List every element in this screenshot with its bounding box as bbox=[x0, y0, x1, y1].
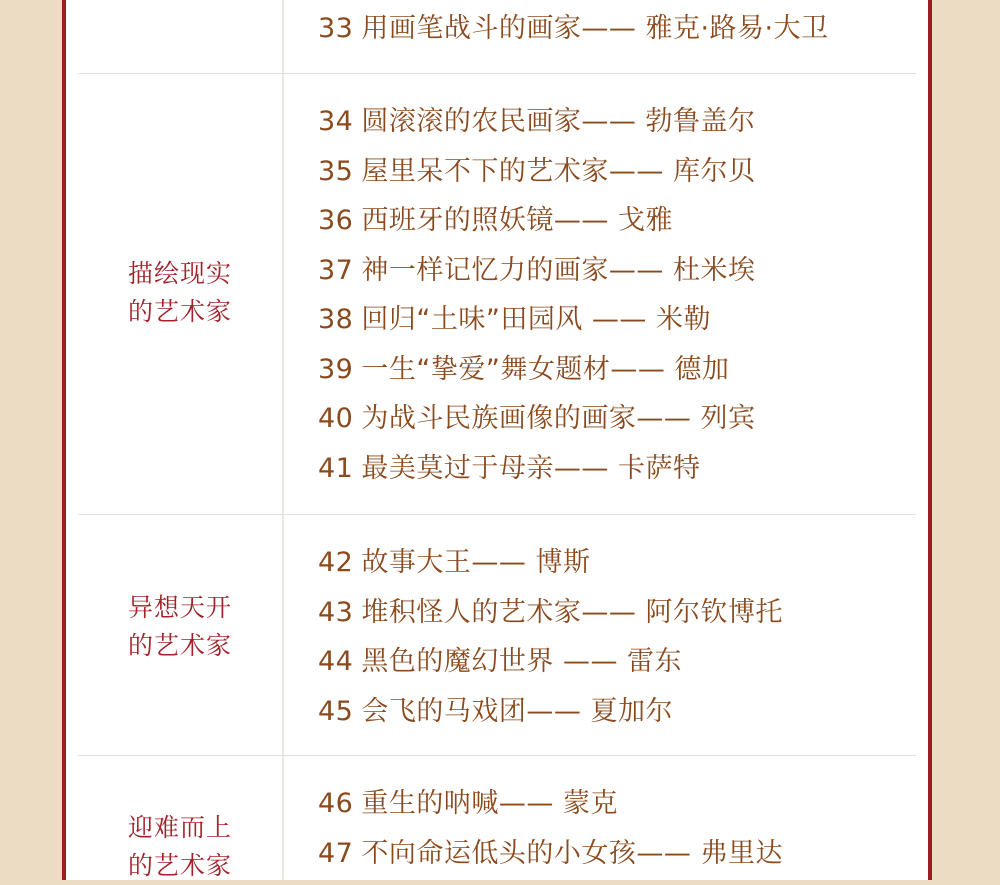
item-list bbox=[318, 538, 783, 736]
item-title: 堆积怪人的艺术家—— 阿尔钦博托 bbox=[361, 596, 783, 628]
item-list bbox=[318, 779, 783, 878]
list-item bbox=[318, 687, 783, 737]
table-section-row bbox=[78, 756, 916, 880]
list-item bbox=[318, 444, 755, 494]
list-item bbox=[318, 246, 755, 296]
list-item bbox=[318, 829, 783, 879]
item-title: 最美莫过于母亲—— 卡萨特 bbox=[361, 452, 701, 484]
list-item bbox=[318, 588, 783, 638]
category-label bbox=[78, 589, 282, 665]
item-list bbox=[318, 4, 829, 54]
item-number: 41 bbox=[318, 452, 354, 484]
item-title: 黑色的魔幻世界 —— 雷东 bbox=[361, 646, 683, 677]
item-number: 34 bbox=[318, 106, 354, 137]
list-item bbox=[318, 538, 783, 588]
item-number: 46 bbox=[318, 788, 354, 819]
item-number: 38 bbox=[318, 304, 354, 335]
list-item bbox=[318, 147, 755, 197]
item-title: 不向命运低头的小女孩—— 弗里达 bbox=[361, 837, 783, 869]
list-item bbox=[318, 394, 755, 444]
list-item bbox=[318, 345, 755, 395]
item-number: 45 bbox=[318, 695, 354, 727]
item-title: 用画笔战斗的画家—— 雅克·路易·大卫 bbox=[361, 13, 829, 44]
item-number: 39 bbox=[318, 353, 354, 385]
item-title: 屋里呆不下的艺术家—— 库尔贝 bbox=[361, 155, 756, 187]
category-line: 的艺术家 bbox=[127, 851, 232, 880]
category-line: 描绘现实 bbox=[127, 259, 232, 288]
list-item bbox=[318, 97, 755, 147]
item-title: 为战斗民族画像的画家—— 列宾 bbox=[361, 403, 756, 434]
category-line: 的艺术家 bbox=[127, 631, 232, 660]
category-label bbox=[78, 809, 282, 885]
item-title: 神一样记忆力的画家—— 杜米埃 bbox=[361, 254, 756, 286]
item-title: 圆滚滚的农民画家—— 勃鲁盖尔 bbox=[361, 106, 756, 137]
item-title: 故事大王—— 博斯 bbox=[361, 547, 591, 578]
item-number: 42 bbox=[318, 547, 354, 578]
table-section-row bbox=[78, 74, 916, 515]
category-line: 的艺术家 bbox=[127, 297, 232, 326]
list-item bbox=[318, 637, 783, 687]
item-title: 重生的呐喊—— 蒙克 bbox=[361, 788, 618, 819]
list-item bbox=[318, 196, 755, 246]
item-title: 西班牙的照妖镜—— 戈雅 bbox=[361, 205, 673, 236]
item-number: 47 bbox=[318, 837, 354, 869]
category-label bbox=[78, 255, 282, 331]
item-number: 37 bbox=[318, 254, 354, 286]
list-item bbox=[318, 779, 783, 829]
table-section-row bbox=[78, 0, 916, 74]
item-number: 33 bbox=[318, 13, 354, 44]
item-number: 44 bbox=[318, 646, 354, 677]
item-title: 会飞的马戏团—— 夏加尔 bbox=[361, 695, 673, 727]
item-title: 一生“挚爱”舞女题材—— 德加 bbox=[361, 353, 730, 385]
category-line: 异想天开 bbox=[127, 593, 232, 622]
item-list bbox=[318, 97, 755, 493]
list-item bbox=[318, 295, 755, 345]
category-line: 迎难而上 bbox=[127, 813, 232, 842]
item-number: 40 bbox=[318, 403, 354, 434]
item-number: 43 bbox=[318, 596, 354, 628]
item-number: 36 bbox=[318, 205, 354, 236]
list-item bbox=[318, 4, 829, 54]
item-title: 回归“土味”田园风 —— 米勒 bbox=[361, 304, 711, 335]
catalog-table bbox=[62, 0, 932, 880]
table-section-row bbox=[78, 515, 916, 756]
item-number: 35 bbox=[318, 155, 354, 187]
